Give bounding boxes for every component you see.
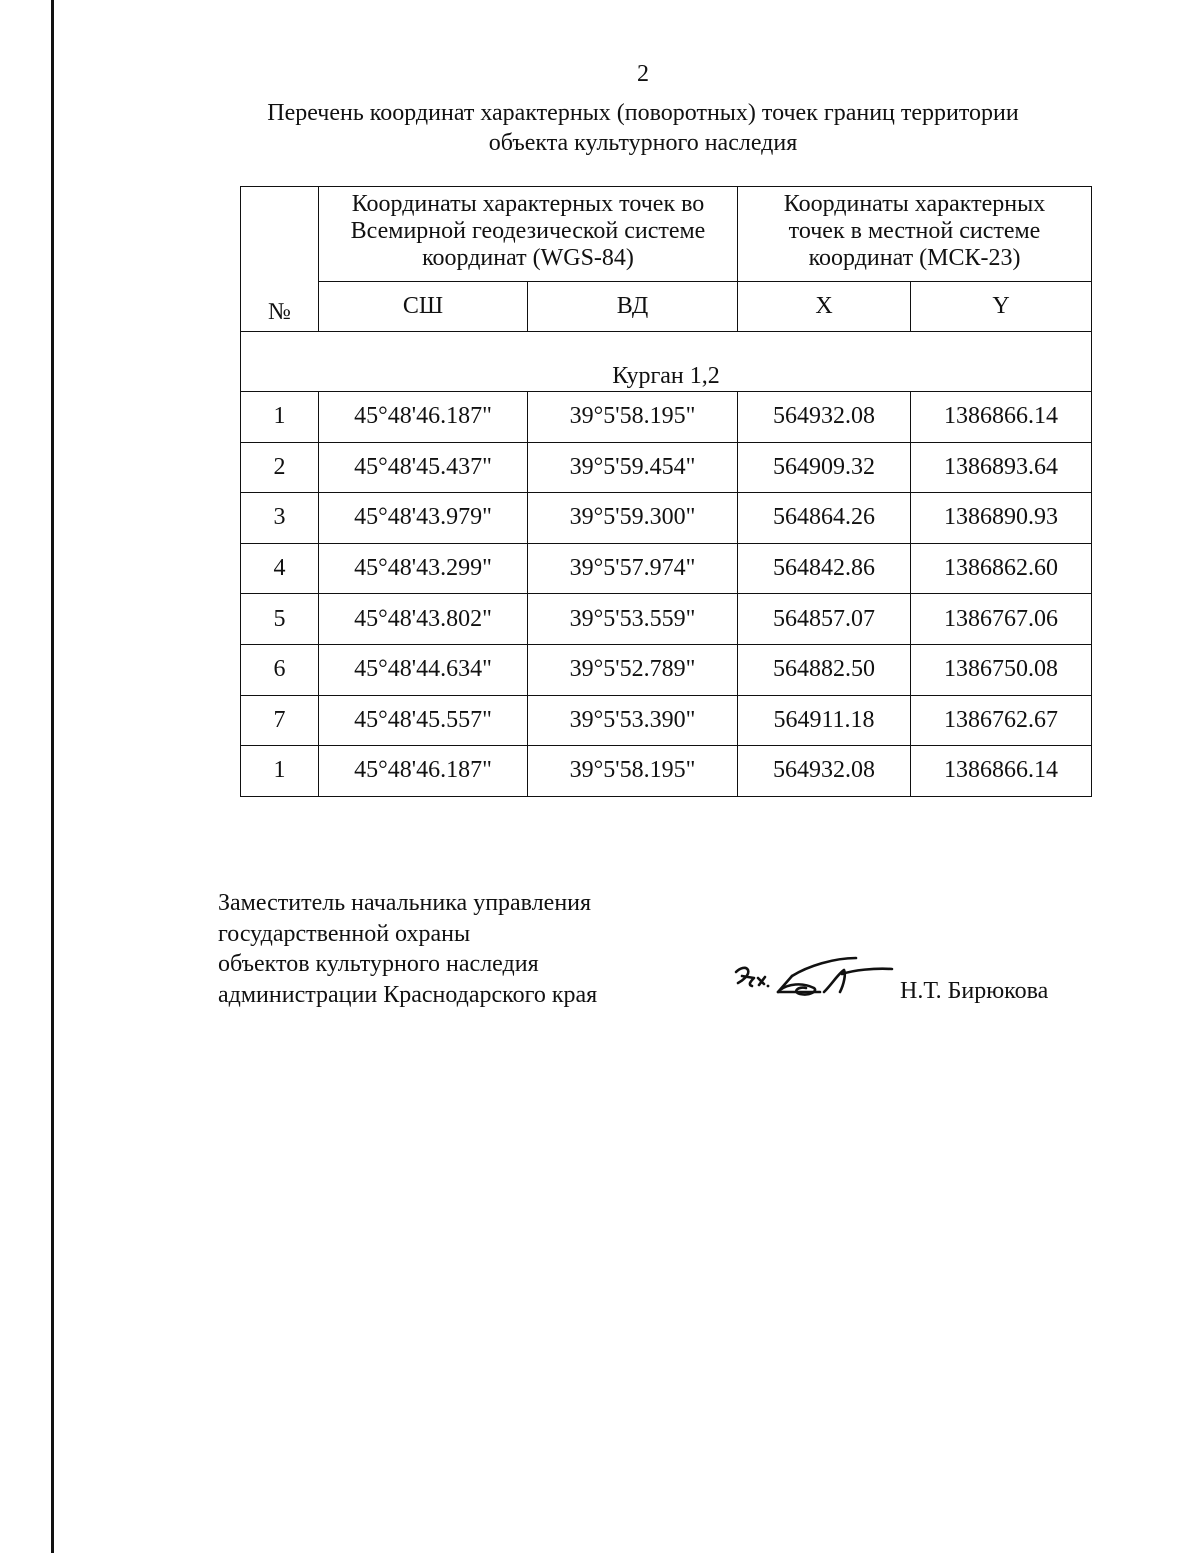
- document-title-line-1: Перечень координат характерных (поворотных) точек границ территории: [267, 100, 1019, 126]
- latitude-cell: 45°48'45.437": [319, 442, 528, 493]
- latitude-cell: 45°48'45.557": [319, 695, 528, 746]
- subheader-y: Y: [911, 282, 1092, 332]
- signatory-position-line-1: Заместитель начальника управления: [218, 890, 592, 916]
- signatory-position-line-3: объектов культурного наследия: [218, 951, 539, 977]
- longitude-cell: 39°5'59.454": [528, 442, 738, 493]
- y-coordinate-cell: 1386866.14: [911, 746, 1092, 797]
- section-row: [241, 332, 1092, 392]
- latitude-cell: 45°48'46.187": [319, 392, 528, 443]
- y-coordinate-cell: 1386862.60: [911, 543, 1092, 594]
- y-coordinate-cell: 1386890.93: [911, 493, 1092, 544]
- section-title: Курган 1,2: [241, 332, 1092, 392]
- table-row: [241, 695, 1092, 746]
- x-coordinate-cell: 564909.32: [738, 442, 911, 493]
- point-number-cell: 2: [241, 442, 319, 493]
- subheader-x: X: [738, 282, 911, 332]
- point-number-cell: 7: [241, 695, 319, 746]
- point-number-cell: 1: [241, 392, 319, 443]
- table-row: [241, 392, 1092, 443]
- longitude-cell: 39°5'53.390": [528, 695, 738, 746]
- longitude-cell: 39°5'57.974": [528, 543, 738, 594]
- longitude-cell: 39°5'59.300": [528, 493, 738, 544]
- point-number-cell: 1: [241, 746, 319, 797]
- longitude-cell: 39°5'52.789": [528, 644, 738, 695]
- x-coordinate-cell: 564882.50: [738, 644, 911, 695]
- table-header-row: [241, 187, 1092, 282]
- document-title: [230, 98, 1056, 158]
- point-number-cell: 5: [241, 594, 319, 645]
- longitude-cell: 39°5'58.195": [528, 746, 738, 797]
- y-coordinate-cell: 1386866.14: [911, 392, 1092, 443]
- x-coordinate-cell: 564932.08: [738, 392, 911, 443]
- table-row: [241, 746, 1092, 797]
- x-coordinate-cell: 564911.18: [738, 695, 911, 746]
- y-coordinate-cell: 1386762.67: [911, 695, 1092, 746]
- table-row: [241, 442, 1092, 493]
- y-coordinate-cell: 1386893.64: [911, 442, 1092, 493]
- point-number-cell: 4: [241, 543, 319, 594]
- header-msk23: [738, 187, 1092, 282]
- latitude-cell: 45°48'44.634": [319, 644, 528, 695]
- point-number-cell: 6: [241, 644, 319, 695]
- x-coordinate-cell: 564857.07: [738, 594, 911, 645]
- header-wgs84: [319, 187, 738, 282]
- x-coordinate-cell: 564864.26: [738, 493, 911, 544]
- signatory-position-line-2: государственной охраны: [218, 920, 471, 947]
- signatory-position: [218, 888, 597, 1010]
- point-number-cell: 3: [241, 493, 319, 544]
- table-row: [241, 543, 1092, 594]
- x-coordinate-cell: 564932.08: [738, 746, 911, 797]
- header-msk23-line-3: координат (МСК-23): [808, 245, 1021, 271]
- handwritten-signature: [728, 948, 898, 1010]
- x-coordinate-cell: 564842.86: [738, 543, 911, 594]
- latitude-cell: 45°48'43.979": [319, 493, 528, 544]
- table-subheader-row: [241, 282, 1092, 332]
- latitude-cell: 45°48'43.299": [319, 543, 528, 594]
- page-binding-edge: [51, 0, 54, 1553]
- latitude-cell: 45°48'46.187": [319, 746, 528, 797]
- coordinates-table: [240, 186, 1092, 797]
- page-number: 2: [637, 61, 649, 87]
- y-coordinate-cell: 1386767.06: [911, 594, 1092, 645]
- signatory-position-line-4: администрации Краснодарского края: [218, 981, 598, 1008]
- table-row: [241, 493, 1092, 544]
- longitude-cell: 39°5'58.195": [528, 392, 738, 443]
- header-wgs84-line-1: Координаты характерных точек во: [351, 191, 705, 217]
- header-msk23-line-2: точек в местной системе: [788, 218, 1041, 244]
- longitude-cell: 39°5'53.559": [528, 594, 738, 645]
- document-title-line-2: объекта культурного наследия: [488, 130, 798, 156]
- y-coordinate-cell: 1386750.08: [911, 644, 1092, 695]
- latitude-cell: 45°48'43.802": [319, 594, 528, 645]
- subheader-longitude: ВД: [528, 282, 738, 332]
- header-msk23-line-1: Координаты характерных: [783, 191, 1046, 217]
- subheader-latitude: СШ: [319, 282, 528, 332]
- header-wgs84-line-2: Всемирной геодезической системе: [350, 218, 706, 244]
- table-row: [241, 644, 1092, 695]
- signatory-name: Н.Т. Бирюкова: [900, 978, 1049, 1004]
- table-row: [241, 594, 1092, 645]
- header-number: №: [241, 187, 319, 332]
- header-wgs84-line-3: координат (WGS-84): [422, 245, 634, 271]
